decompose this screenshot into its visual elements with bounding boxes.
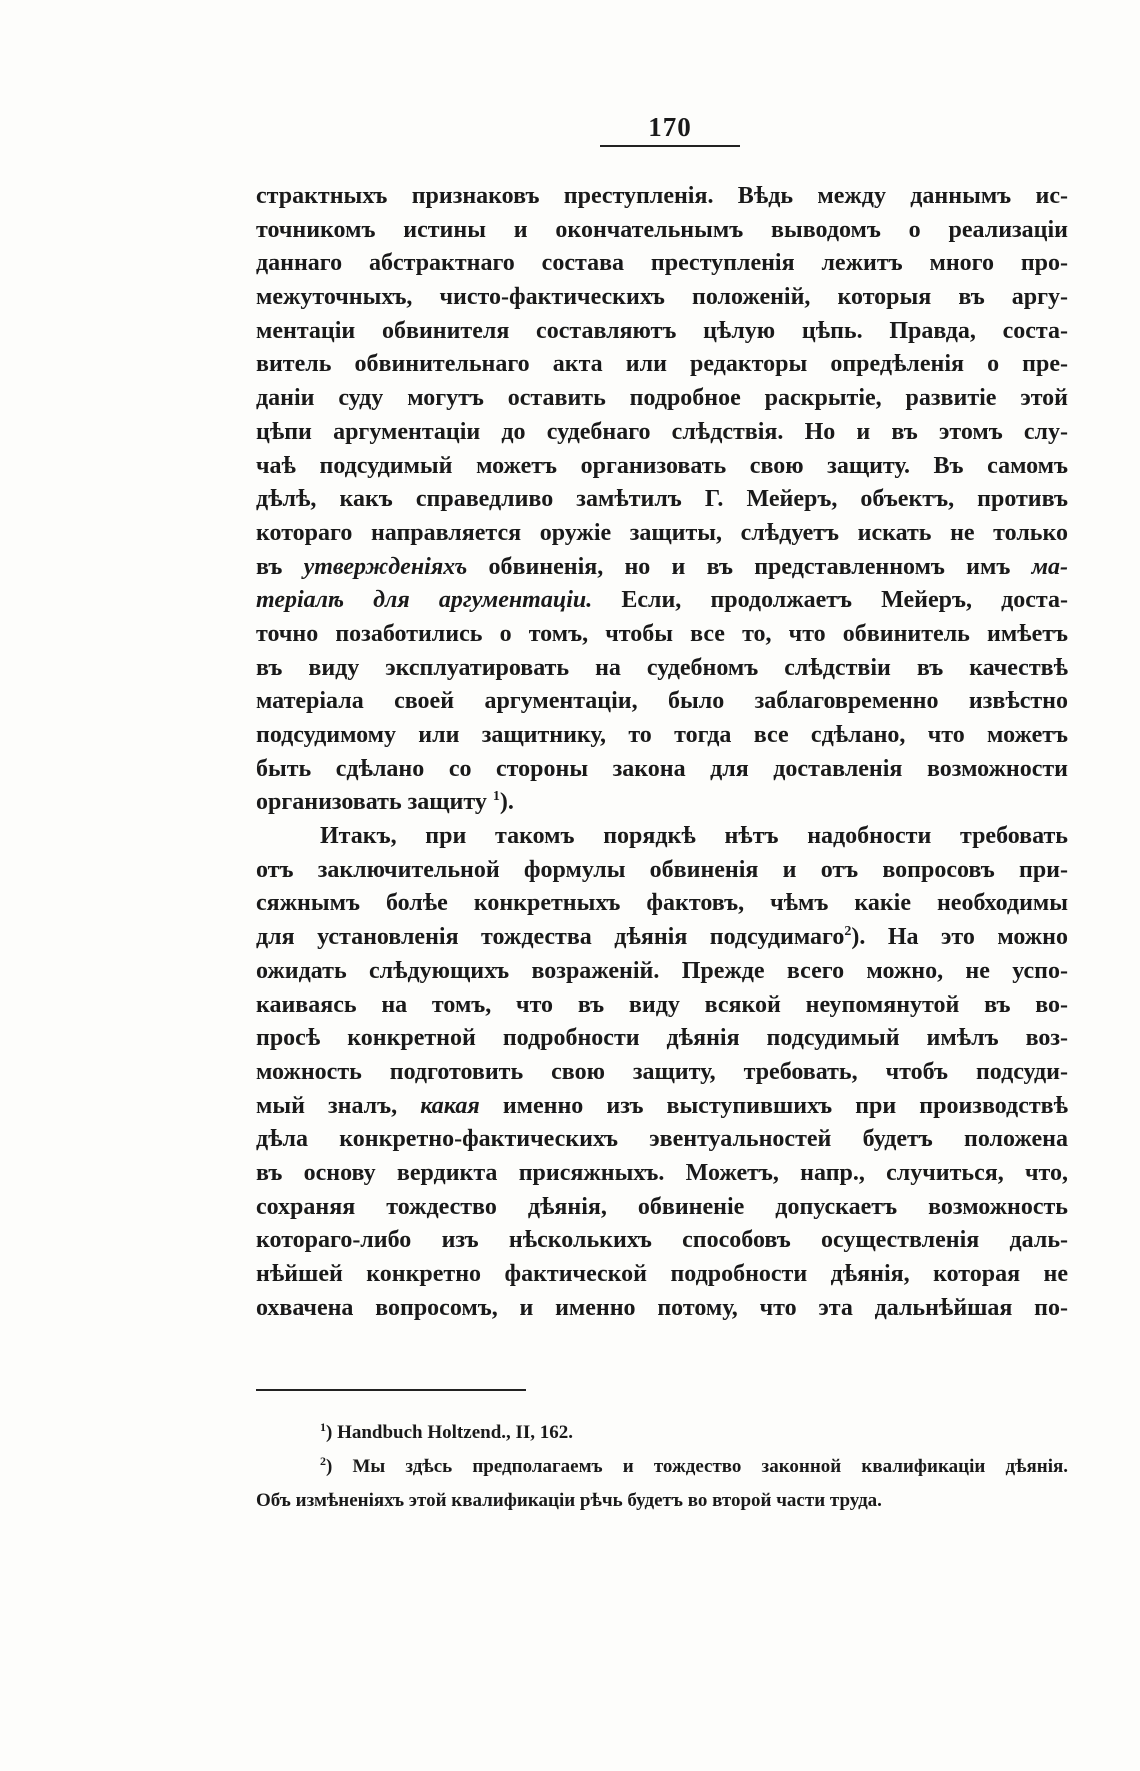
text-run: Если, продолжаетъ Мейеръ, доста- bbox=[592, 587, 1068, 614]
page-number-rule bbox=[600, 145, 740, 147]
text-line: подсудимому или защитнику, то тогда все сдѣлано, что можетъ bbox=[256, 722, 1068, 748]
footnotes bbox=[256, 1416, 1068, 1518]
body-text bbox=[256, 180, 1068, 1325]
text-line: дѣлѣ, какъ справедливо замѣтилъ Г. Мейеръ, объектъ, противъ bbox=[256, 486, 1068, 513]
text-line bbox=[256, 551, 1068, 585]
text-line: быть сдѣлано со стороны закона для доставленія возможности bbox=[256, 755, 1068, 782]
text-line: сохраняя тождество дѣянія, обвиненіе допускаетъ возможность bbox=[256, 1193, 1068, 1220]
text-line: дѣла конкретно-фактическихъ эвентуальностей будетъ положена bbox=[256, 1126, 1068, 1153]
text-line bbox=[256, 786, 1068, 820]
text-run: ). bbox=[499, 789, 514, 816]
text-line: межуточныхъ, чисто-фактическихъ положеній, которыя въ аргу- bbox=[256, 284, 1068, 311]
italic-phrase: ма- bbox=[1031, 553, 1068, 580]
text-line: охвачена вопросомъ, и именно потому, что эта дальнѣйшая по- bbox=[256, 1294, 1068, 1321]
text-line: нѣйшей конкретно фактической подробности дѣянія, которая не bbox=[256, 1261, 1068, 1287]
text-run: именно изъ выступившихъ при производствѣ bbox=[479, 1092, 1068, 1119]
text-line: ожидать слѣдующихъ возраженій. Прежде всего можно, не успо- bbox=[256, 957, 1068, 984]
text-line: даніи суду могутъ оставить подробное раскрытіе, развитіе этой bbox=[256, 385, 1068, 412]
text-line: котораго направляется оружіе защиты, слѣдуетъ искать не только bbox=[256, 519, 1068, 546]
text-line: сяжнымъ болѣе конкретныхъ фактовъ, чѣмъ какіе необходимы bbox=[256, 890, 1068, 917]
footnote-text: ) Мы здѣсь предполагаемъ и тождество законной квалификаціи дѣянія. bbox=[326, 1456, 1068, 1477]
text-line: матеріала своей аргументаціи, было заблаговременно извѣстно bbox=[256, 688, 1068, 715]
text-line: точникомъ истины и окончательнымъ выводомъ о реализаціи bbox=[256, 216, 1068, 243]
text-run: организовать защиту bbox=[256, 789, 487, 816]
text-run: ). На это можно bbox=[851, 924, 1068, 951]
text-line: чаѣ подсудимый можетъ организовать свою защиту. Въ самомъ bbox=[256, 452, 1068, 479]
text-run: мый зналъ, bbox=[256, 1092, 421, 1119]
text-line bbox=[256, 921, 1068, 955]
italic-phrase: теріалѣ для аргументаціи. bbox=[256, 587, 593, 614]
text-line: точно позаботились о томъ, чтобы все то, что обвинитель имѣетъ bbox=[256, 620, 1068, 647]
text-line: котораго-либо изъ нѣсколькихъ способовъ осуществленія даль- bbox=[256, 1227, 1068, 1254]
footnote-1 bbox=[256, 1416, 1068, 1450]
text-line bbox=[256, 584, 1068, 618]
footnote-ref[interactable]: 1 bbox=[492, 789, 500, 805]
footnote-mark: 2 bbox=[320, 1454, 326, 1468]
text-line: страктныхъ признаковъ преступленія. Вѣдь между даннымъ ис- bbox=[256, 183, 1068, 209]
text-run: для установленія тождества дѣянія подсудимаго bbox=[256, 924, 845, 951]
text-line: витель обвинительнаго акта или редакторы опредѣленія о пре- bbox=[256, 351, 1068, 378]
footnote-2 bbox=[256, 1450, 1068, 1484]
text-line: каиваясь на томъ, что въ виду всякой неупомянутой въ во- bbox=[256, 991, 1068, 1018]
text-line: можность подготовить свою защиту, требовать, чтобъ подсуди- bbox=[256, 1058, 1068, 1085]
text-line: цѣпи аргументаціи до судебнаго слѣдствія. Но и въ этомъ слу- bbox=[256, 418, 1068, 445]
text-run: въ bbox=[256, 553, 304, 580]
text-line: въ основу вердикта присяжныхъ. Можетъ, напр., случиться, что, bbox=[256, 1159, 1068, 1186]
footnote-2-continuation: Объ измѣненіяхъ этой квалификаціи рѣчь будетъ во второй части труда. bbox=[256, 1490, 882, 1511]
footnote-separator bbox=[256, 1389, 526, 1391]
text-line bbox=[256, 1090, 1068, 1124]
text-line: просѣ конкретной подробности дѣянія подсудимый имѣлъ воз- bbox=[256, 1025, 1068, 1052]
italic-phrase: какая bbox=[420, 1092, 480, 1119]
footnote-ref[interactable]: 2 bbox=[844, 924, 852, 940]
text-line: отъ заключительной формулы обвиненія и отъ вопросовъ при- bbox=[256, 856, 1068, 883]
text-line: въ виду эксплуатировать на судебномъ слѣдствіи въ качествѣ bbox=[256, 654, 1068, 681]
text-run: обвиненія, но и въ представленномъ имъ bbox=[467, 553, 1032, 580]
italic-phrase: утвержденіяхъ bbox=[303, 553, 468, 580]
text-line: Итакъ, при такомъ порядкѣ нѣтъ надобности требовать bbox=[320, 823, 1068, 850]
footnote-text: ) Handbuch Holtzend., II, 162. bbox=[326, 1422, 574, 1443]
text-line: ментаціи обвинителя составляютъ цѣлую цѣпь. Правда, соста- bbox=[256, 317, 1068, 344]
text-line: даннаго абстрактнаго состава преступленія лежитъ много про- bbox=[256, 250, 1068, 277]
page-number: 170 bbox=[648, 112, 692, 142]
footnote-mark: 1 bbox=[320, 1420, 326, 1434]
